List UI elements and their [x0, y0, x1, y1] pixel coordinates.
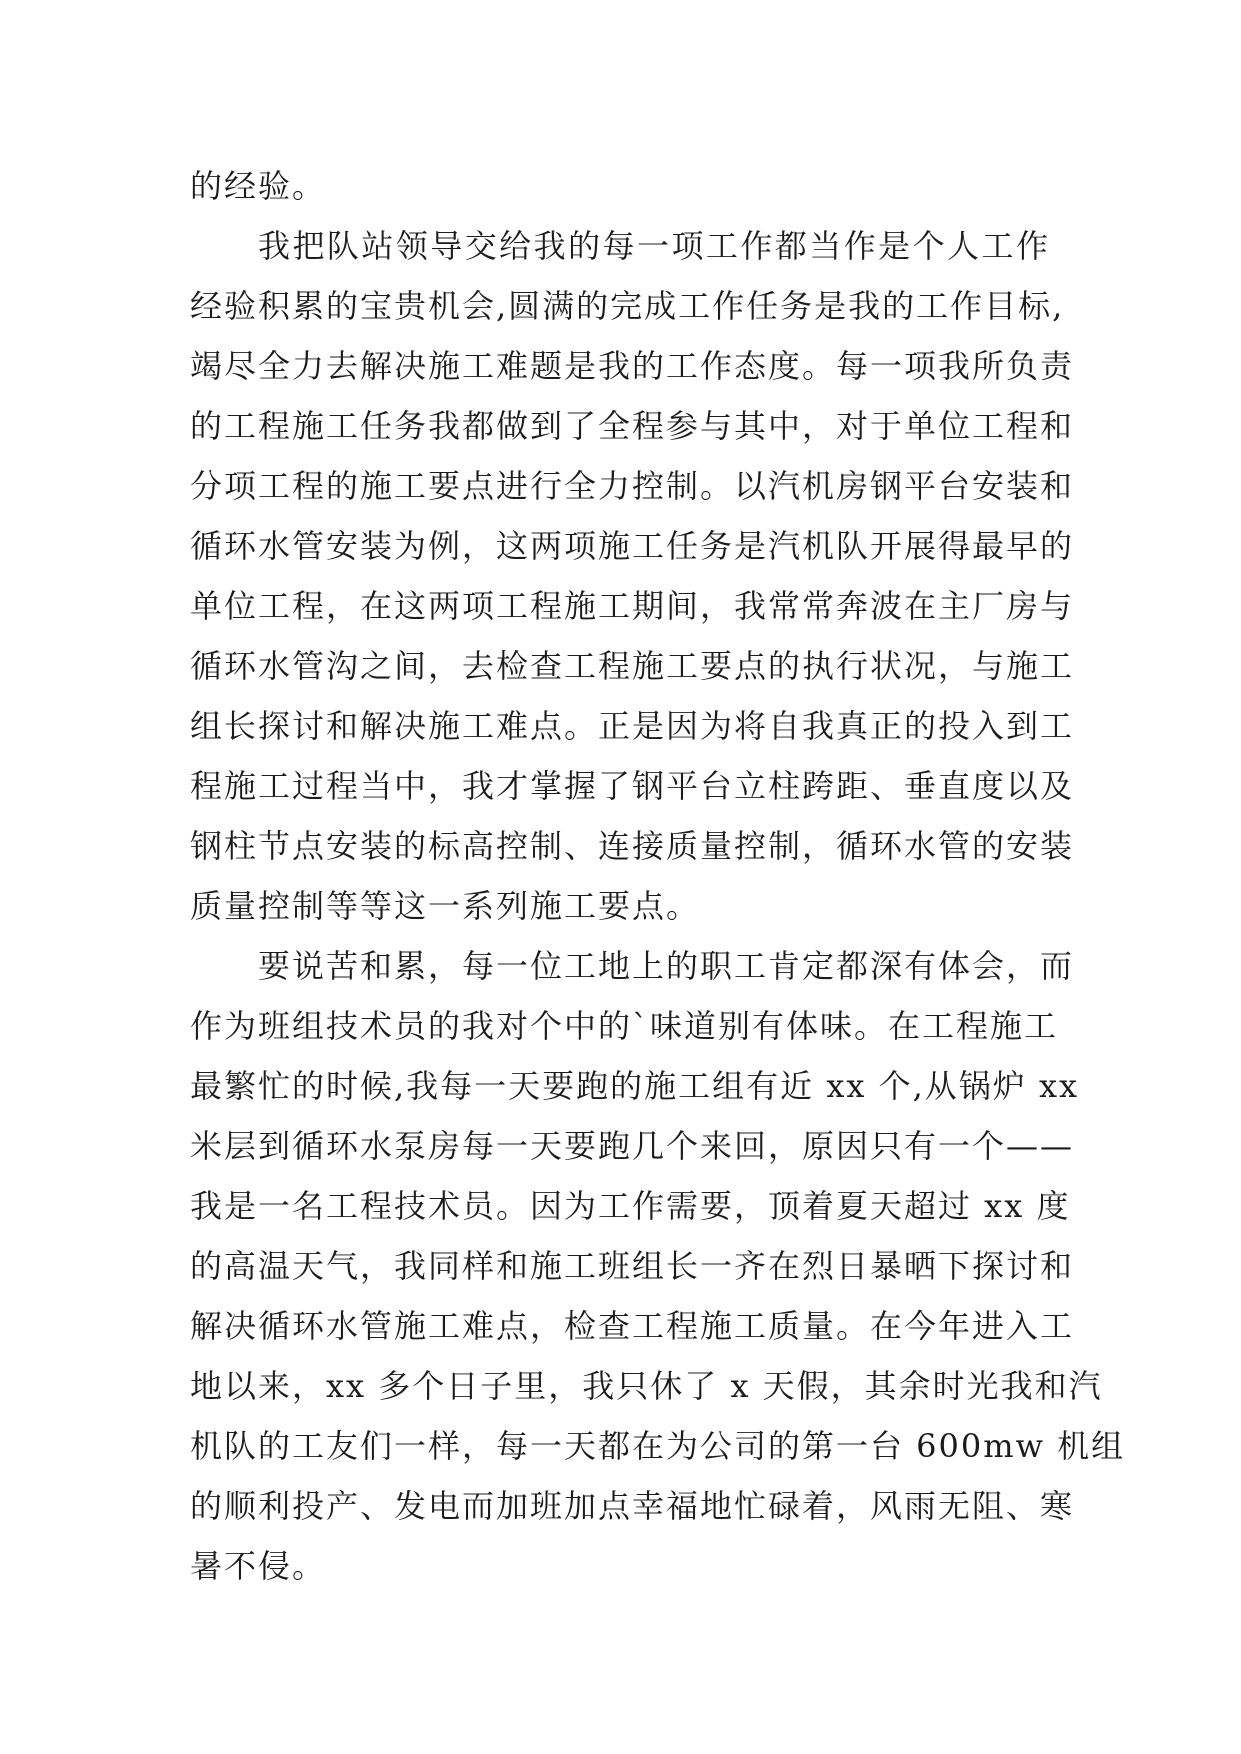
text-line: 解决循环水管施工难点，检查工程施工质量。在今年进入工 [190, 1307, 1075, 1345]
text-line: 机队的工友们一样，每一天都在为公司的第一台 600mw 机组 [190, 1427, 1126, 1465]
text-line: 我是一名工程技术员。因为工作需要，顶着夏天超过 xx 度 [190, 1187, 1071, 1225]
text-line: 米层到循环水泵房每一天要跑几个来回，原因只有一个—— [190, 1127, 1075, 1165]
text-line: 作为班组技术员的我对个中的`味道别有体味。在工程施工 [190, 1007, 1059, 1045]
body-text [190, 156, 1126, 1596]
text-line: 分项工程的施工要点进行全力控制。以汽机房钢平台安装和 [190, 467, 1075, 505]
text-line: 程施工过程当中，我才掌握了钢平台立柱跨距、垂直度以及 [190, 767, 1075, 805]
text-line: 的工程施工任务我都做到了全程参与其中，对于单位工程和 [190, 407, 1075, 445]
text-line: 最繁忙的时候,我每一天要跑的施工组有近 xx 个,从锅炉 xx [190, 1067, 1080, 1105]
text-line: 循环水管安装为例，这两项施工任务是汽机队开展得最早的 [190, 527, 1075, 565]
text-line: 单位工程，在这两项工程施工期间，我常常奔波在主厂房与 [190, 587, 1075, 625]
text-line: 暑不侵。 [190, 1547, 327, 1585]
text-line: 质量控制等等这一系列施工要点。 [190, 887, 701, 925]
text-line: 钢柱节点安装的标高控制、连接质量控制，循环水管的安装 [190, 827, 1075, 865]
text-line: 地以来，xx 多个日子里，我只休了 x 天假，其余时光我和汽 [190, 1367, 1103, 1405]
paragraph-2 [190, 216, 1075, 936]
text-line: 的经验。 [190, 167, 327, 205]
text-line: 经验积累的宝贵机会,圆满的完成工作任务是我的工作目标, [190, 287, 1065, 325]
text-line: 组长探讨和解决施工难点。正是因为将自我真正的投入到工 [190, 707, 1075, 745]
text-line: 要说苦和累，每一位工地上的职工肯定都深有体会，而 [258, 947, 1075, 985]
text-line: 竭尽全力去解决施工难题是我的工作态度。每一项我所负责 [190, 347, 1075, 385]
text-line: 我把队站领导交给我的每一项工作都当作是个人工作 [258, 227, 1050, 265]
text-line: 循环水管沟之间，去检查工程施工要点的执行状况，与施工 [190, 647, 1075, 685]
text-line: 的高温天气，我同样和施工班组长一齐在烈日暴晒下探讨和 [190, 1247, 1075, 1285]
text-line: 的顺利投产、发电而加班加点幸福地忙碌着，风雨无阻、寒 [190, 1487, 1075, 1525]
paragraph-3 [190, 936, 1126, 1596]
paragraph-1 [190, 156, 1050, 216]
